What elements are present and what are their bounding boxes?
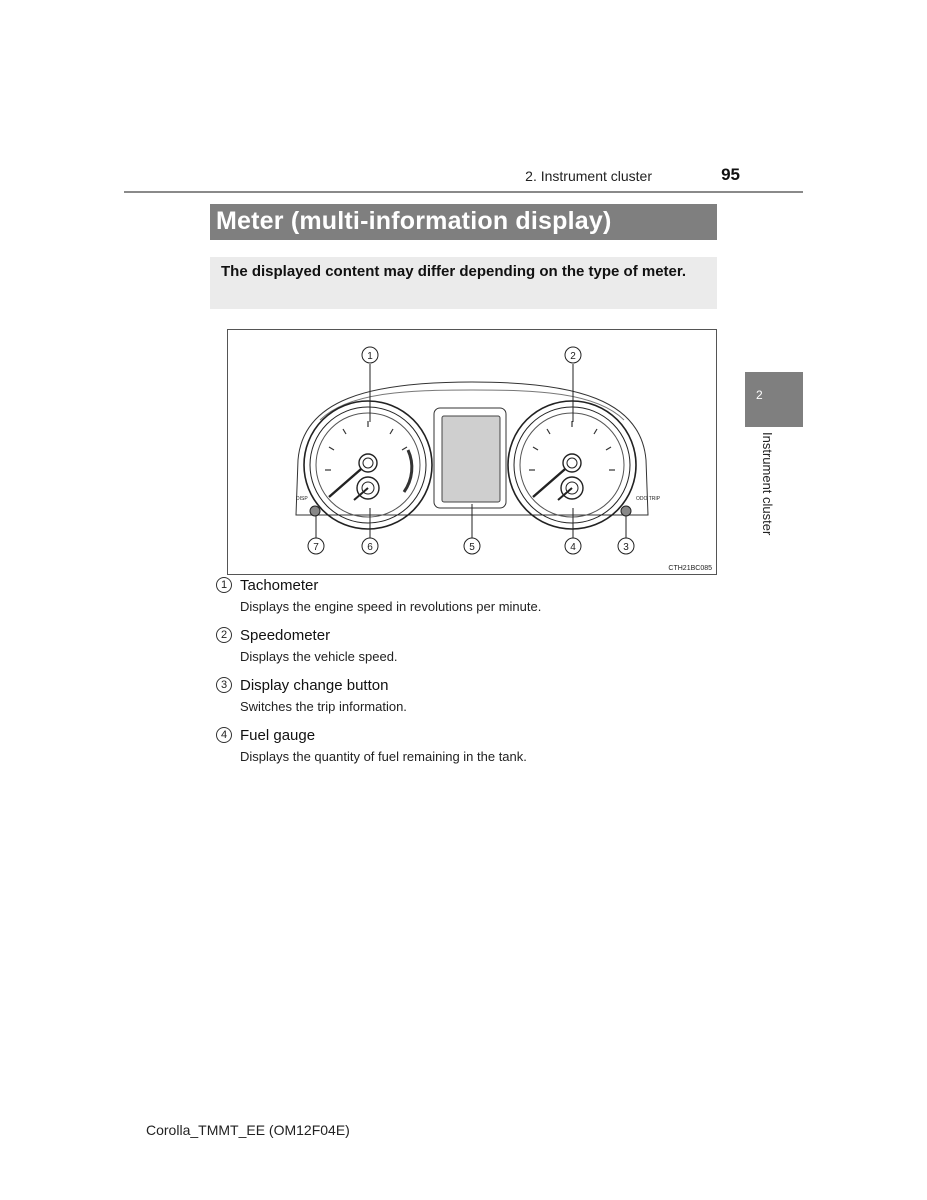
callout-7-number: 7 bbox=[313, 542, 319, 553]
item-description: Displays the quantity of fuel remaining in the tank. bbox=[240, 749, 527, 764]
item-description: Displays the vehicle speed. bbox=[240, 649, 398, 664]
callout-2-number: 2 bbox=[570, 351, 576, 362]
chapter-side-label: Instrument cluster bbox=[760, 432, 775, 536]
callout-6-number: 6 bbox=[367, 542, 373, 553]
callout-4-number: 4 bbox=[570, 542, 576, 553]
item-display-change-button bbox=[216, 675, 407, 714]
disp-button-label: DISP bbox=[296, 496, 308, 502]
item-number: 3 bbox=[216, 677, 232, 693]
item-tachometer bbox=[216, 575, 542, 614]
footer-doc-id: Corolla_TMMT_EE (OM12F04E) bbox=[146, 1122, 350, 1138]
chapter-tab: 2 bbox=[745, 372, 803, 427]
callout-3-number: 3 bbox=[623, 542, 629, 553]
instrument-cluster-figure bbox=[227, 329, 717, 575]
item-title: Fuel gauge bbox=[240, 726, 316, 744]
intro-note: The displayed content may differ depending on the type of meter. bbox=[210, 257, 717, 309]
figure-code: CTH21BC085 bbox=[668, 565, 712, 572]
header-rule bbox=[124, 191, 803, 193]
page-title: Meter (multi-information display) bbox=[210, 204, 717, 240]
section-label: 2. Instrument cluster bbox=[525, 168, 652, 184]
page-number: 95 bbox=[721, 165, 740, 184]
odo-trip-button-label: ODO TRIP bbox=[636, 496, 661, 502]
item-number: 4 bbox=[216, 727, 232, 743]
item-title: Tachometer bbox=[240, 576, 319, 594]
item-number: 1 bbox=[216, 577, 232, 593]
callout-1-number: 1 bbox=[367, 351, 373, 362]
callout-5-number: 5 bbox=[469, 542, 475, 553]
item-number: 2 bbox=[216, 627, 232, 643]
item-speedometer bbox=[216, 625, 398, 664]
item-description: Switches the trip information. bbox=[240, 699, 407, 714]
item-title: Display change button bbox=[240, 676, 389, 694]
item-fuel-gauge bbox=[216, 725, 527, 764]
instrument-cluster-drawing bbox=[228, 330, 716, 574]
item-title: Speedometer bbox=[240, 626, 331, 644]
item-description: Displays the engine speed in revolutions per minute. bbox=[240, 599, 542, 614]
